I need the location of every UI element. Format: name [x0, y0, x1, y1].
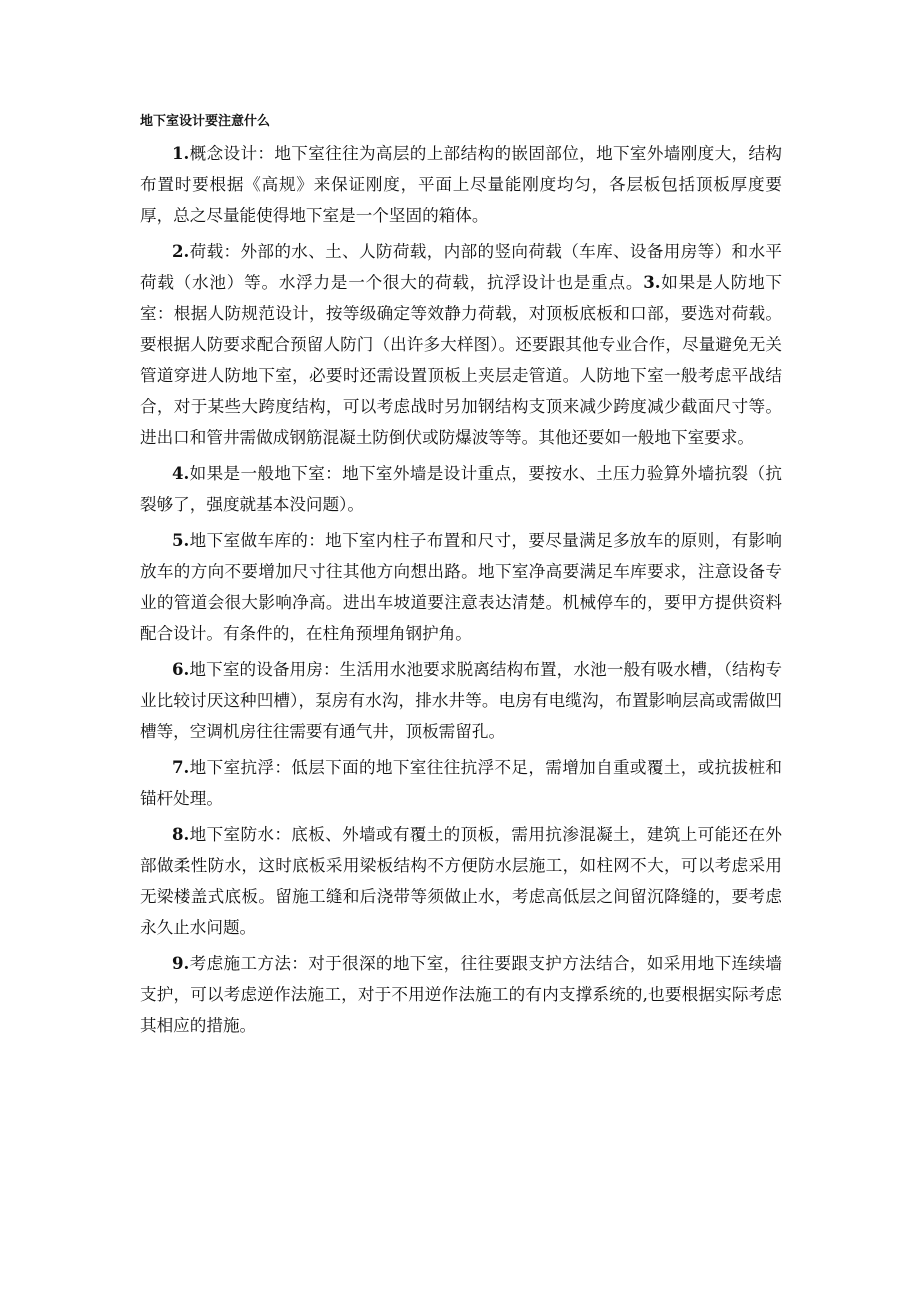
paragraph-text: 考虑施工方法：对于很深的地下室，往往要跟支护方法结合，如采用地下连续墙支护，可以考虑逆作法施工，对于不用逆作法施工的有内支撑系统的,也要根据实际考虑其相应的措施。	[140, 954, 782, 1035]
document-page	[140, 112, 782, 1046]
paragraph-number: 1.	[172, 143, 190, 163]
paragraph-text: 地下室做车库的：地下室内柱子布置和尺寸，要尽量满足多放车的原则，有影响放车的方向不要增加尺寸往其他方向想出路。地下室净高要满足车库要求，注意设备专业的管道会很大影响净高。进出车坡道要注意表达清楚。机械停车的，要甲方提供资料配合设计。有条件的，在柱角预埋角钢护角。	[140, 531, 782, 643]
paragraph-8	[140, 819, 782, 943]
paragraph-text: 地下室防水：底板、外墙或有覆土的顶板，需用抗渗混凝土，建筑上可能还在外部做柔性防水，这时底板采用梁板结构不方便防水层施工，如柱网不大，可以考虑采用无梁楼盖式底板。留施工缝和后浇带等须做止水，考虑高低层之间留沉降缝的，要考虑永久止水问题。	[140, 825, 782, 937]
paragraph-9	[140, 948, 782, 1041]
paragraph-number: 7.	[172, 757, 190, 777]
paragraph-number-inline: 3.	[643, 272, 661, 292]
paragraph-5	[140, 525, 782, 649]
paragraph-number: 9.	[172, 953, 190, 973]
paragraph-text: 地下室的设备用房：生活用水池要求脱离结构布置，水池一般有吸水槽，（结构专业比较讨厌这种凹槽），泵房有水沟，排水井等。电房有电缆沟，布置影响层高或需做凹槽等，空调机房往往需要有通气井，顶板需留孔。	[140, 660, 782, 741]
paragraph-1	[140, 138, 782, 231]
document-title: 地下室设计要注意什么	[140, 114, 271, 129]
paragraph-7	[140, 752, 782, 814]
paragraph-4	[140, 458, 782, 520]
paragraph-number: 8.	[172, 824, 190, 844]
paragraph-text: 概念设计：地下室往往为高层的上部结构的嵌固部位，地下室外墙刚度大，结构布置时要根据《高规》来保证刚度，平面上尽量能刚度均匀，各层板包括顶板厚度要厚，总之尽量能使得地下室是一个坚固的箱体。	[140, 144, 782, 225]
paragraph-text-continued: 如果是人防地下室：根据人防规范设计，按等级确定等效静力荷载，对顶板底板和口部，要选对荷载。要根据人防要求配合预留人防门（出许多大样图）。还要跟其他专业合作，尽量避免无关管道穿进人防地下室，必要时还需设置顶板上夹层走管道。人防地下室一般考虑平战结合，对于某些大跨度结构，可以考虑战时另加钢结构支顶来减少跨度减少截面尺寸等。进出口和管井需做成钢筋混凝土防倒伏或防爆波等等。其他还要如一般地下室要求。	[140, 273, 783, 447]
paragraph-number: 2.	[172, 241, 190, 261]
paragraph-text: 地下室抗浮：低层下面的地下室往往抗浮不足，需增加自重或覆土，或抗拔桩和锚杆处理。	[140, 758, 782, 808]
paragraph-text: 如果是一般地下室：地下室外墙是设计重点，要按水、土压力验算外墙抗裂（抗裂够了，强度就基本没问题）。	[140, 464, 782, 514]
paragraph-number: 4.	[172, 463, 190, 483]
paragraph-number: 5.	[172, 530, 190, 550]
paragraph-text: 荷载：外部的水、土、人防荷载，内部的竖向荷载（车库、设备用房等）和水平荷载（水池）等。水浮力是一个很大的荷载，抗浮设计也是重点。	[140, 242, 782, 292]
paragraph-number: 6.	[172, 659, 190, 679]
paragraph-6	[140, 654, 782, 747]
paragraph-2	[140, 236, 782, 453]
